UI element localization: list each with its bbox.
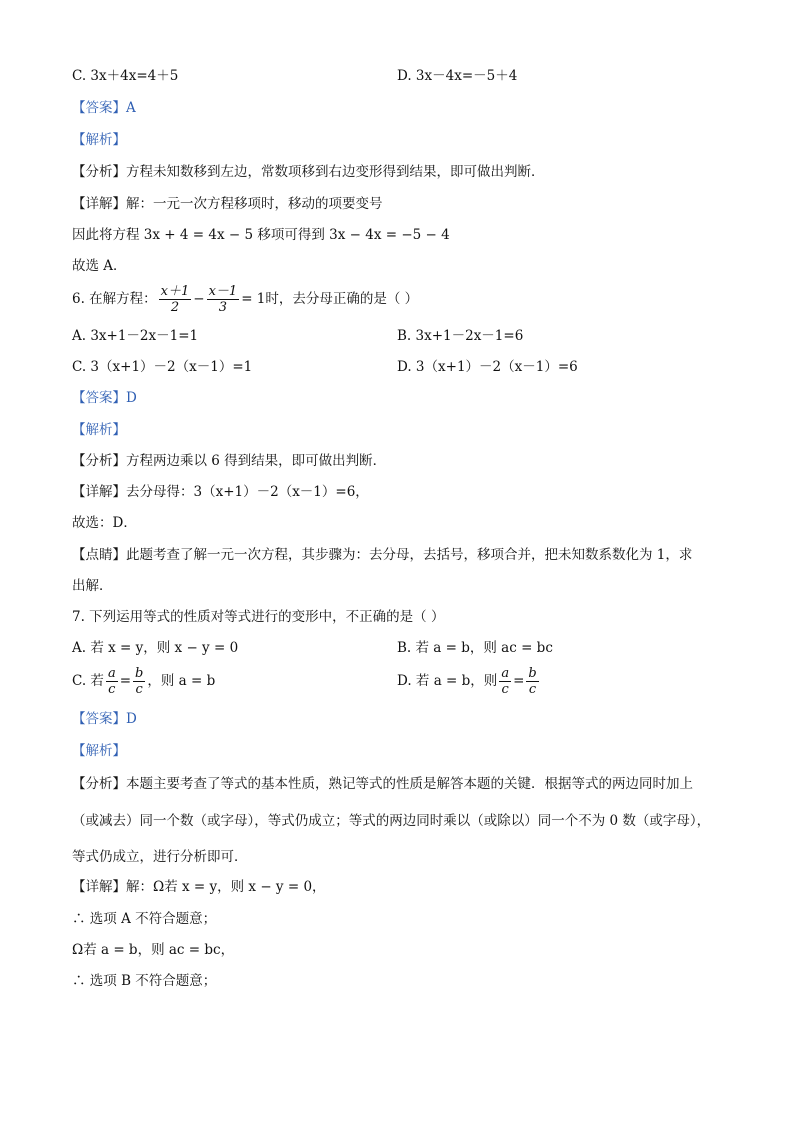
- q6-conclusion: 故选：D．: [72, 515, 137, 531]
- q7-analysis-2: （或减去）同一个数（或字母），等式仍成立；等式的两边同时乘以（或除以）同一个不为 0 数（或字母），: [72, 813, 711, 829]
- q7-detail-1: 【详解】解：Ω若 x = y，则 x − y = 0，: [72, 879, 326, 895]
- q6-stem-prefix: 6. 在解方程：: [72, 291, 157, 307]
- q7-option-d-prefix: D. 若 a = b，则: [397, 673, 498, 689]
- q6-frac1-numerator: x＋1: [160, 284, 190, 299]
- q7-d-fraction-1: [499, 666, 511, 697]
- q6-option-b: B. 3x+1－2x－1=6: [397, 328, 524, 344]
- q7-analysis-3: 等式仍成立，进行分析即可．: [72, 849, 248, 865]
- q7-d-frac2-denominator: c: [526, 681, 538, 697]
- q7-option-a: A. 若 x = y，则 x − y = 0: [72, 640, 239, 656]
- q7-option-d: [397, 664, 541, 698]
- q7-option-c-suffix: ，则 a = b: [147, 673, 216, 689]
- q7-answer: 【答案】D: [72, 711, 137, 727]
- q7-d-frac1-denominator: c: [499, 681, 511, 697]
- q7-c-fraction-1: [106, 666, 118, 697]
- q6-detail: 【详解】去分母得：3（x+1）－2（x－1）=6，: [72, 484, 369, 500]
- q6-answer: 【答案】D: [72, 390, 137, 406]
- q6-frac2-denominator: 3: [207, 299, 240, 315]
- q6-analysis-heading: 【解析】: [72, 422, 126, 438]
- q5-analysis-heading: 【解析】: [72, 132, 126, 148]
- q7-d-frac2-numerator: b: [528, 666, 537, 681]
- q7-detail-3: Ω若 a = b，则 ac = bc，: [72, 942, 235, 958]
- q7-c-fraction-2: [133, 666, 145, 697]
- q6-option-d: D. 3（x+1）－2（x－1）=6: [397, 359, 578, 375]
- q6-fraction-2: [207, 284, 240, 315]
- q7-c-frac2-numerator: b: [135, 666, 144, 681]
- q6-option-c: C. 3（x+1）－2（x－1）=1: [72, 359, 253, 375]
- q7-detail-4: ∴ 选项 B 不符合题意；: [72, 973, 217, 989]
- q7-d-frac1-numerator: a: [501, 666, 510, 681]
- q6-fraction-1: [159, 284, 192, 315]
- q7-c-frac1-numerator: a: [107, 666, 116, 681]
- q7-option-c: [72, 664, 215, 698]
- q6-stem-suffix: = 1时，去分母正确的是（ ）: [241, 291, 419, 307]
- q5-answer: 【答案】A: [72, 100, 136, 116]
- q7-c-frac1-denominator: c: [106, 681, 118, 697]
- q6-comment-2: 出解．: [72, 578, 113, 594]
- q5-analysis: 【分析】方程未知数移到左边，常数项移到右边变形得到结果，即可做出判断．: [72, 164, 545, 180]
- q7-analysis-1: 【分析】本题主要考查了等式的基本性质，熟记等式的性质是解答本题的关键．根据等式的两边同时加上: [72, 776, 693, 792]
- q6-minus: −: [193, 291, 205, 307]
- q6-comment-1: 【点睛】此题考查了解一元一次方程，其步骤为：去分母，去括号，移项合并，把未知数系数化为 1，求: [72, 547, 693, 563]
- q6-stem: [72, 282, 418, 316]
- q7-option-b: B. 若 a = b，则 ac = bc: [397, 640, 553, 656]
- q7-stem: 7. 下列运用等式的性质对等式进行的变形中，不正确的是（ ）: [72, 609, 445, 625]
- q5-detail-2: 因此将方程 3x + 4 = 4x − 5 移项可得到 3x − 4x = −5 − 4: [72, 227, 450, 243]
- q5-conclusion: 故选 A．: [72, 258, 127, 274]
- q7-option-c-prefix: C. 若: [72, 673, 104, 689]
- q6-option-a: A. 3x+1－2x－1=1: [72, 328, 199, 344]
- q5-option-d: D. 3x－4x=－5＋4: [397, 68, 518, 84]
- q6-analysis: 【分析】方程两边乘以 6 得到结果，即可做出判断．: [72, 453, 387, 469]
- q6-frac1-denominator: 2: [159, 299, 192, 315]
- q7-d-fraction-2: [526, 666, 538, 697]
- q7-c-frac2-denominator: c: [133, 681, 145, 697]
- q7-d-equals: =: [513, 673, 525, 689]
- q7-c-equals: =: [119, 673, 132, 689]
- q6-frac2-numerator: x－1: [208, 284, 238, 299]
- q5-option-c: C. 3x＋4x=4＋5: [72, 68, 179, 84]
- q7-analysis-heading: 【解析】: [72, 743, 126, 759]
- q7-detail-2: ∴ 选项 A 不符合题意；: [72, 911, 217, 927]
- q5-detail-1: 【详解】解：一元一次方程移项时，移动的项要变号: [72, 196, 383, 212]
